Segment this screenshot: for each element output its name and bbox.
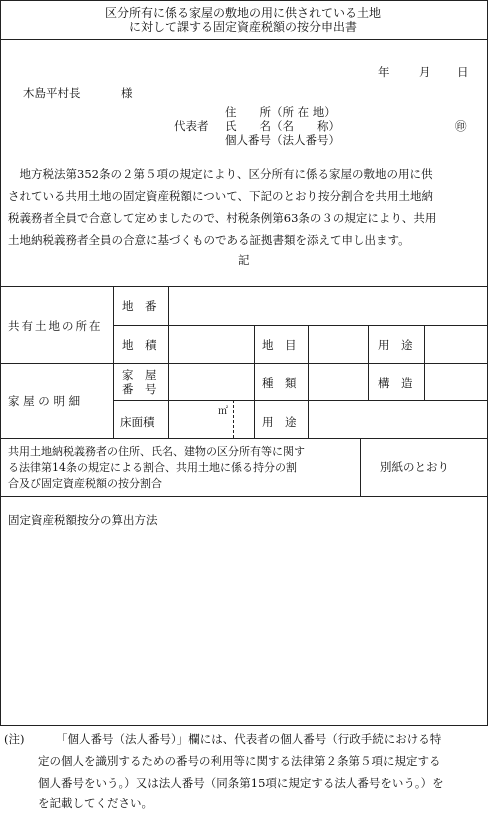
body-line-4: 土地納税義務者全員の合意に基づくものである証拠書類を添えて申し出ます。 <box>8 233 410 247</box>
footnote-line-2: 定の個人を識別するための番号の利用等に関する法律第２条第５項に規定する <box>38 754 441 768</box>
shurui-label: 種 類 <box>262 376 297 390</box>
house-detail-label: 家 屋 の 明 細 <box>8 394 81 408</box>
table-row-divider-2 <box>113 400 488 401</box>
applicant-address-label: 住 所（所 在 地） <box>225 105 336 119</box>
floor-area-dashed-divider <box>233 400 234 438</box>
youto-label: 用 途 <box>378 338 413 352</box>
chiban-label: 地 番 <box>122 299 157 313</box>
ratio-row-divider <box>0 496 488 497</box>
table-col-divider-1 <box>113 286 114 438</box>
footnote-mark: (注) <box>4 732 25 746</box>
body-line-1: 地方税法第352条の２第５項の規定により、区分所有に係る家屋の敷地の用に供 <box>8 167 433 181</box>
ratio-description-line-2: る法律第14条の規定による割合、共用土地に係る持分の割 <box>8 461 297 474</box>
footnote-line-1: 「個人番号（法人番号）」欄には、代表者の個人番号（行政手続における特 <box>56 732 442 746</box>
ratio-col-divider <box>360 438 361 496</box>
youto2-label: 用 途 <box>262 415 297 429</box>
date-year: 年 <box>378 65 390 79</box>
table-col-divider-5 <box>368 325 369 401</box>
applicant-representative-label: 代表者 <box>174 119 209 133</box>
form-title-line-2: に対して課する固定資産税額の按分申出書 <box>128 20 357 34</box>
title-divider <box>0 39 488 40</box>
kaoku-label-line-1: 家 屋 <box>122 368 157 382</box>
ratio-value: 別紙のとおり <box>380 460 449 474</box>
table-col-divider-6 <box>424 325 425 401</box>
chimoku-label: 地 目 <box>262 338 297 352</box>
body-line-2: されている共用土地の固定資産税額について、下記のとおり按分割合を共用土地納 <box>8 189 434 203</box>
table-col-divider-4 <box>308 325 309 438</box>
footnote-line-4: を記載してください。 <box>38 796 153 810</box>
ratio-description-line-1: 共用土地納税義務者の住所、氏名、建物の区分所有等に関す <box>8 445 305 458</box>
calculation-method-label: 固定資産税額按分の算出方法 <box>8 513 158 527</box>
kouzou-label: 構 造 <box>378 376 413 390</box>
seal-mark: ㊞ <box>455 119 467 133</box>
form-title-line-1: 区分所有に係る家屋の敷地の用に供されている土地 <box>104 6 381 20</box>
land-location-label: 共有土地の所在 <box>8 319 103 333</box>
chiseki-label: 地 積 <box>122 338 157 352</box>
table-col-divider-2 <box>168 286 169 438</box>
kaoku-label-line-2: 番 号 <box>122 382 157 396</box>
floor-area-label: 床面積 <box>120 415 155 429</box>
table-col-divider-3 <box>254 325 255 438</box>
body-divider <box>0 286 488 287</box>
footnote-line-3: 個人番号をいう。）又は法人番号（同条第15項に規定する法人番号をいう。）を <box>38 776 444 790</box>
body-line-3: 税義務者全員で合意して定めましたので、村税条例第63条の３の規定により、共用 <box>8 211 437 225</box>
square-meter-unit: ㎡ <box>218 406 228 417</box>
addressee-honorific: 様 <box>121 86 133 100</box>
ki-heading: 記 <box>238 253 250 267</box>
table-row-divider-1 <box>113 325 488 326</box>
date-day: 日 <box>457 65 469 79</box>
addressee-name: 木島平村長 <box>23 86 81 100</box>
applicant-name-label: 氏 名（名 称） <box>225 119 340 133</box>
applicant-number-label: 個人番号（法人番号） <box>225 133 340 147</box>
ratio-description-line-3: 合及び固定資産税額の按分割合 <box>8 477 162 490</box>
date-month: 月 <box>419 65 431 79</box>
table-bottom-divider <box>0 438 488 439</box>
table-section-divider <box>0 363 488 364</box>
